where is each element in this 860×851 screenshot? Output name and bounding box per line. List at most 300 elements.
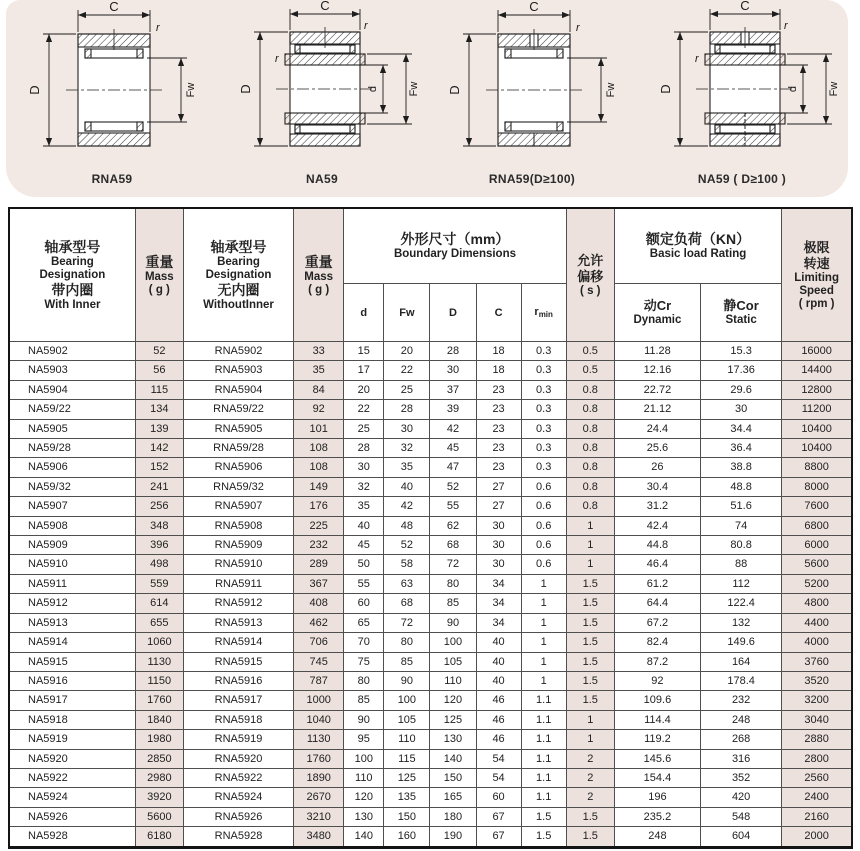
mass-without-inner: 108 [294, 439, 344, 458]
dim-fw: 48 [384, 516, 430, 535]
dim-c: 40 [476, 671, 521, 690]
limiting-speed: 14400 [782, 361, 852, 380]
mass-with-inner: 142 [135, 439, 183, 458]
dim-r-min: 0.3 [521, 342, 566, 361]
designation-with-inner: NA5908 [9, 516, 135, 535]
designation-with-inner: NA5922 [9, 768, 135, 787]
misalignment-s: 1.5 [566, 827, 614, 847]
drawing-caption-rna59-d100: RNA59(D≥100) [488, 172, 576, 186]
designation-with-inner: NA5912 [9, 594, 135, 613]
dim-c: 30 [476, 516, 521, 535]
table-row [9, 807, 852, 826]
dim-label-fw: Fw [184, 82, 197, 98]
limiting-speed: 6800 [782, 516, 852, 535]
static-cor: 51.6 [701, 497, 782, 516]
mass-with-inner: 139 [135, 419, 183, 438]
mass-with-inner: 614 [135, 594, 183, 613]
dim-label-d: d [366, 85, 379, 93]
dynamic-cr: 196 [614, 788, 700, 807]
dim-c: 67 [476, 827, 521, 847]
dim-r-min: 1 [521, 652, 566, 671]
dynamic-cr: 12.16 [614, 361, 700, 380]
dim-d: 140 [344, 827, 384, 847]
header-basic-load-rating: 额定负荷（KN） Basic load Rating [614, 208, 781, 284]
mass-without-inner: 2670 [294, 788, 344, 807]
dim-outer-d: 130 [430, 730, 476, 749]
limiting-speed: 3200 [782, 691, 852, 710]
dim-d: 70 [344, 633, 384, 652]
static-cor: 316 [701, 749, 782, 768]
dim-fw: 58 [384, 555, 430, 574]
dim-outer-d: 30 [430, 361, 476, 380]
dim-fw: 63 [384, 574, 430, 593]
mass-with-inner: 52 [135, 342, 183, 361]
mass-with-inner: 655 [135, 613, 183, 632]
static-cor: 122.4 [701, 594, 782, 613]
designation-without-inner: RNA5919 [183, 730, 293, 749]
dynamic-cr: 109.6 [614, 691, 700, 710]
limiting-speed: 2400 [782, 788, 852, 807]
designation-without-inner: RNA5903 [183, 361, 293, 380]
table-row [9, 652, 852, 671]
table-row [9, 458, 852, 477]
dim-c: 40 [476, 652, 521, 671]
table-row [9, 594, 852, 613]
header-misalignment: 允许 偏移 ( s ) [566, 208, 614, 342]
dynamic-cr: 145.6 [614, 749, 700, 768]
mass-without-inner: 787 [294, 671, 344, 690]
designation-with-inner: NA5917 [9, 691, 135, 710]
misalignment-s: 1.5 [566, 807, 614, 826]
dim-outer-d: 42 [430, 419, 476, 438]
table-row [9, 497, 852, 516]
dynamic-cr: 248 [614, 827, 700, 847]
dynamic-cr: 25.6 [614, 439, 700, 458]
static-cor: 178.4 [701, 671, 782, 690]
limiting-speed: 5600 [782, 555, 852, 574]
dim-r-min: 1.1 [521, 768, 566, 787]
mass-without-inner: 1000 [294, 691, 344, 710]
designation-with-inner: NA5918 [9, 710, 135, 729]
header-r-min: $r_{min}$ [521, 284, 566, 342]
table-row [9, 439, 852, 458]
table-row [9, 730, 852, 749]
dim-c: 23 [476, 458, 521, 477]
misalignment-s: 0.8 [566, 419, 614, 438]
drawing-caption-na59: NA59 [306, 172, 338, 186]
dim-c: 18 [476, 361, 521, 380]
dim-fw: 115 [384, 749, 430, 768]
misalignment-s: 0.8 [566, 497, 614, 516]
dim-d: 90 [344, 710, 384, 729]
static-cor: 248 [701, 710, 782, 729]
designation-with-inner: NA5920 [9, 749, 135, 768]
dynamic-cr: 61.2 [614, 574, 700, 593]
mass-with-inner: 1060 [135, 633, 183, 652]
bearing-cross-section-rna59 [10, 0, 215, 176]
limiting-speed: 8800 [782, 458, 852, 477]
dim-fw: 110 [384, 730, 430, 749]
dim-c: 54 [476, 749, 521, 768]
static-cor: 548 [701, 807, 782, 826]
dim-r-min: 1 [521, 574, 566, 593]
mass-without-inner: 462 [294, 613, 344, 632]
dim-fw: 30 [384, 419, 430, 438]
limiting-speed: 2880 [782, 730, 852, 749]
dim-label-r: r [783, 20, 788, 32]
misalignment-s: 1.5 [566, 671, 614, 690]
designation-with-inner: NA5913 [9, 613, 135, 632]
dim-r-min: 0.6 [521, 516, 566, 535]
dim-c: 46 [476, 730, 521, 749]
dim-fw: 40 [384, 477, 430, 496]
mass-without-inner: 706 [294, 633, 344, 652]
dim-c: 27 [476, 497, 521, 516]
dim-outer-d: 39 [430, 400, 476, 419]
mass-with-inner: 1840 [135, 710, 183, 729]
dim-label-fw: Fw [604, 82, 617, 98]
mass-without-inner: 1040 [294, 710, 344, 729]
designation-without-inner: RNA5907 [183, 497, 293, 516]
dim-c: 23 [476, 400, 521, 419]
dim-label-c: C [739, 0, 750, 13]
dim-outer-d: 90 [430, 613, 476, 632]
dynamic-cr: 154.4 [614, 768, 700, 787]
dim-d: 60 [344, 594, 384, 613]
static-cor: 29.6 [701, 380, 782, 399]
designation-without-inner: RNA59/28 [183, 439, 293, 458]
table-row [9, 361, 852, 380]
designation-with-inner: NA5906 [9, 458, 135, 477]
designation-without-inner: RNA5916 [183, 671, 293, 690]
dim-c: 23 [476, 439, 521, 458]
table-row [9, 633, 852, 652]
dynamic-cr: 119.2 [614, 730, 700, 749]
dynamic-cr: 64.4 [614, 594, 700, 613]
dim-d: 85 [344, 691, 384, 710]
misalignment-s: 1 [566, 536, 614, 555]
limiting-speed: 3760 [782, 652, 852, 671]
dim-label-D: D [446, 85, 462, 95]
dim-outer-d: 110 [430, 671, 476, 690]
designation-without-inner: RNA5915 [183, 652, 293, 671]
misalignment-s: 0.8 [566, 400, 614, 419]
static-cor: 352 [701, 768, 782, 787]
dynamic-cr: 44.8 [614, 536, 700, 555]
designation-with-inner: NA5904 [9, 380, 135, 399]
designation-without-inner: RNA5909 [183, 536, 293, 555]
mass-without-inner: 149 [294, 477, 344, 496]
dim-outer-d: 190 [430, 827, 476, 847]
designation-without-inner: RNA5918 [183, 710, 293, 729]
dim-r-min: 0.6 [521, 497, 566, 516]
drawing-caption-rna59: RNA59 [91, 172, 133, 186]
misalignment-s: 1 [566, 710, 614, 729]
misalignment-s: 0.8 [566, 380, 614, 399]
limiting-speed: 4800 [782, 594, 852, 613]
mass-with-inner: 256 [135, 497, 183, 516]
designation-without-inner: RNA5922 [183, 768, 293, 787]
dim-r-min: 0.3 [521, 361, 566, 380]
dim-outer-d: 140 [430, 749, 476, 768]
table-row [9, 380, 852, 399]
designation-with-inner: NA59/22 [9, 400, 135, 419]
designation-with-inner: NA5903 [9, 361, 135, 380]
dim-label-r2: r [274, 53, 279, 65]
dim-d: 65 [344, 613, 384, 632]
static-cor: 17.36 [701, 361, 782, 380]
limiting-speed: 2160 [782, 807, 852, 826]
dim-label-d: d [786, 85, 799, 93]
dim-d: 55 [344, 574, 384, 593]
dim-fw: 35 [384, 458, 430, 477]
dim-label-r: r [575, 22, 580, 34]
static-cor: 38.8 [701, 458, 782, 477]
dim-r-min: 1 [521, 671, 566, 690]
header-designation-without-inner: 轴承型号 Bearing Designation 无内圈 WithoutInner [183, 208, 293, 342]
misalignment-s: 2 [566, 768, 614, 787]
mass-without-inner: 84 [294, 380, 344, 399]
table-row [9, 342, 852, 361]
dim-fw: 68 [384, 594, 430, 613]
dim-fw: 100 [384, 691, 430, 710]
table-row [9, 555, 852, 574]
designation-without-inner: RNA5920 [183, 749, 293, 768]
dim-label-r: r [363, 20, 368, 32]
dim-r-min: 0.3 [521, 439, 566, 458]
designation-without-inner: RNA5908 [183, 516, 293, 535]
mass-with-inner: 152 [135, 458, 183, 477]
mass-without-inner: 3480 [294, 827, 344, 847]
dim-fw: 80 [384, 633, 430, 652]
dim-r-min: 0.6 [521, 536, 566, 555]
limiting-speed: 7600 [782, 497, 852, 516]
dim-c: 23 [476, 419, 521, 438]
designation-with-inner: NA5910 [9, 555, 135, 574]
static-cor: 74 [701, 516, 782, 535]
designation-without-inner: RNA5912 [183, 594, 293, 613]
dim-d: 20 [344, 380, 384, 399]
mass-with-inner: 2980 [135, 768, 183, 787]
dim-label-r2: r [694, 53, 699, 65]
dynamic-cr: 26 [614, 458, 700, 477]
header-width-c: C [476, 284, 521, 342]
static-cor: 132 [701, 613, 782, 632]
mass-with-inner: 1980 [135, 730, 183, 749]
dim-c: 30 [476, 536, 521, 555]
dim-d: 17 [344, 361, 384, 380]
designation-with-inner: NA5902 [9, 342, 135, 361]
designation-with-inner: NA5928 [9, 827, 135, 847]
table-row [9, 477, 852, 496]
dim-outer-d: 150 [430, 768, 476, 787]
mass-without-inner: 745 [294, 652, 344, 671]
dim-label-c: C [108, 0, 119, 14]
table-row [9, 691, 852, 710]
misalignment-s: 1.5 [566, 652, 614, 671]
mass-with-inner: 1150 [135, 671, 183, 690]
mass-with-inner: 56 [135, 361, 183, 380]
dim-fw: 85 [384, 652, 430, 671]
table-row [9, 613, 852, 632]
dim-d: 45 [344, 536, 384, 555]
dynamic-cr: 82.4 [614, 633, 700, 652]
dim-outer-d: 68 [430, 536, 476, 555]
mass-with-inner: 115 [135, 380, 183, 399]
dim-outer-d: 52 [430, 477, 476, 496]
dynamic-cr: 42.4 [614, 516, 700, 535]
dim-label-c: C [319, 0, 330, 13]
dim-c: 30 [476, 555, 521, 574]
dim-r-min: 0.6 [521, 477, 566, 496]
drawing-caption-na59-d100: NA59 ( D≥100 ) [697, 172, 787, 186]
dim-fw: 135 [384, 788, 430, 807]
dim-fw: 52 [384, 536, 430, 555]
dynamic-cr: 67.2 [614, 613, 700, 632]
designation-without-inner: RNA5904 [183, 380, 293, 399]
dim-outer-d: 37 [430, 380, 476, 399]
dim-label-D: D [237, 84, 253, 94]
table-row [9, 516, 852, 535]
misalignment-s: 1.5 [566, 594, 614, 613]
mass-with-inner: 348 [135, 516, 183, 535]
mass-with-inner: 134 [135, 400, 183, 419]
table-row [9, 788, 852, 807]
dim-d: 100 [344, 749, 384, 768]
dim-d: 130 [344, 807, 384, 826]
misalignment-s: 1 [566, 555, 614, 574]
mass-with-inner: 1130 [135, 652, 183, 671]
limiting-speed: 2000 [782, 827, 852, 847]
dim-c: 67 [476, 807, 521, 826]
dim-outer-d: 55 [430, 497, 476, 516]
limiting-speed: 2800 [782, 749, 852, 768]
header-mass-without: 重量 Mass ( g ) [294, 208, 344, 342]
dim-d: 30 [344, 458, 384, 477]
table-body [9, 342, 852, 848]
dim-r-min: 1 [521, 613, 566, 632]
dynamic-cr: 31.2 [614, 497, 700, 516]
dim-c: 23 [476, 380, 521, 399]
table-row [9, 419, 852, 438]
static-cor: 604 [701, 827, 782, 847]
designation-without-inner: RNA5917 [183, 691, 293, 710]
designation-with-inner: NA5926 [9, 807, 135, 826]
mass-without-inner: 367 [294, 574, 344, 593]
mass-without-inner: 35 [294, 361, 344, 380]
header-limiting-speed: 极限 转速 Limiting Speed ( rpm ) [782, 208, 852, 342]
limiting-speed: 3040 [782, 710, 852, 729]
dim-d: 110 [344, 768, 384, 787]
mass-with-inner: 5600 [135, 807, 183, 826]
misalignment-s: 0.8 [566, 458, 614, 477]
misalignment-s: 2 [566, 788, 614, 807]
mass-with-inner: 3920 [135, 788, 183, 807]
dim-d: 50 [344, 555, 384, 574]
dim-label-D: D [26, 85, 42, 95]
header-designation-with-inner: 轴承型号 Bearing Designation 带内圈 With Inner [9, 208, 135, 342]
dim-fw: 90 [384, 671, 430, 690]
limiting-speed: 16000 [782, 342, 852, 361]
dim-c: 34 [476, 574, 521, 593]
misalignment-s: 1.5 [566, 691, 614, 710]
table-row [9, 710, 852, 729]
mass-without-inner: 92 [294, 400, 344, 419]
dim-d: 32 [344, 477, 384, 496]
dim-outer-d: 105 [430, 652, 476, 671]
dim-d: 25 [344, 419, 384, 438]
dim-d: 40 [344, 516, 384, 535]
dynamic-cr: 30.4 [614, 477, 700, 496]
dim-label-D: D [657, 84, 673, 94]
mass-with-inner: 559 [135, 574, 183, 593]
designation-without-inner: RNA5928 [183, 827, 293, 847]
designation-with-inner: NA5919 [9, 730, 135, 749]
mass-without-inner: 1890 [294, 768, 344, 787]
limiting-speed: 3520 [782, 671, 852, 690]
misalignment-s: 0.8 [566, 477, 614, 496]
dim-c: 27 [476, 477, 521, 496]
dynamic-cr: 24.4 [614, 419, 700, 438]
mass-without-inner: 1130 [294, 730, 344, 749]
dim-r-min: 1 [521, 633, 566, 652]
designation-with-inner: NA5911 [9, 574, 135, 593]
dynamic-cr: 46.4 [614, 555, 700, 574]
dim-d: 75 [344, 652, 384, 671]
dim-outer-d: 180 [430, 807, 476, 826]
designation-without-inner: RNA59/22 [183, 400, 293, 419]
dim-d: 80 [344, 671, 384, 690]
dim-d: 95 [344, 730, 384, 749]
dynamic-cr: 22.72 [614, 380, 700, 399]
header-outer-diameter: D [430, 284, 476, 342]
limiting-speed: 4400 [782, 613, 852, 632]
header-static-cor: 静Cor Static [701, 284, 782, 342]
static-cor: 34.4 [701, 419, 782, 438]
designation-without-inner: RNA5914 [183, 633, 293, 652]
dim-c: 18 [476, 342, 521, 361]
drawing-rna59 [8, 0, 216, 197]
table-row [9, 574, 852, 593]
dim-c: 40 [476, 633, 521, 652]
dim-outer-d: 45 [430, 439, 476, 458]
mass-with-inner: 2850 [135, 749, 183, 768]
dim-c: 54 [476, 768, 521, 787]
header-dynamic-cr: 动Cr Dynamic [614, 284, 700, 342]
misalignment-s: 1.5 [566, 613, 614, 632]
designation-without-inner: RNA5913 [183, 613, 293, 632]
mass-without-inner: 225 [294, 516, 344, 535]
mass-without-inner: 408 [294, 594, 344, 613]
dim-fw: 150 [384, 807, 430, 826]
dim-fw: 105 [384, 710, 430, 729]
table-row [9, 827, 852, 847]
designation-without-inner: RNA5924 [183, 788, 293, 807]
header-mass-with: 重量 Mass ( g ) [135, 208, 183, 342]
mass-without-inner: 232 [294, 536, 344, 555]
misalignment-s: 0.5 [566, 361, 614, 380]
table-row [9, 400, 852, 419]
dim-label-fw: Fw [827, 81, 840, 97]
designation-without-inner: RNA5906 [183, 458, 293, 477]
bearing-cross-section-na59-d100 [640, 0, 845, 176]
misalignment-s: 2 [566, 749, 614, 768]
dim-fw: 25 [384, 380, 430, 399]
mass-with-inner: 241 [135, 477, 183, 496]
dim-outer-d: 165 [430, 788, 476, 807]
bearing-cross-section-na59 [220, 0, 425, 176]
mass-without-inner: 176 [294, 497, 344, 516]
